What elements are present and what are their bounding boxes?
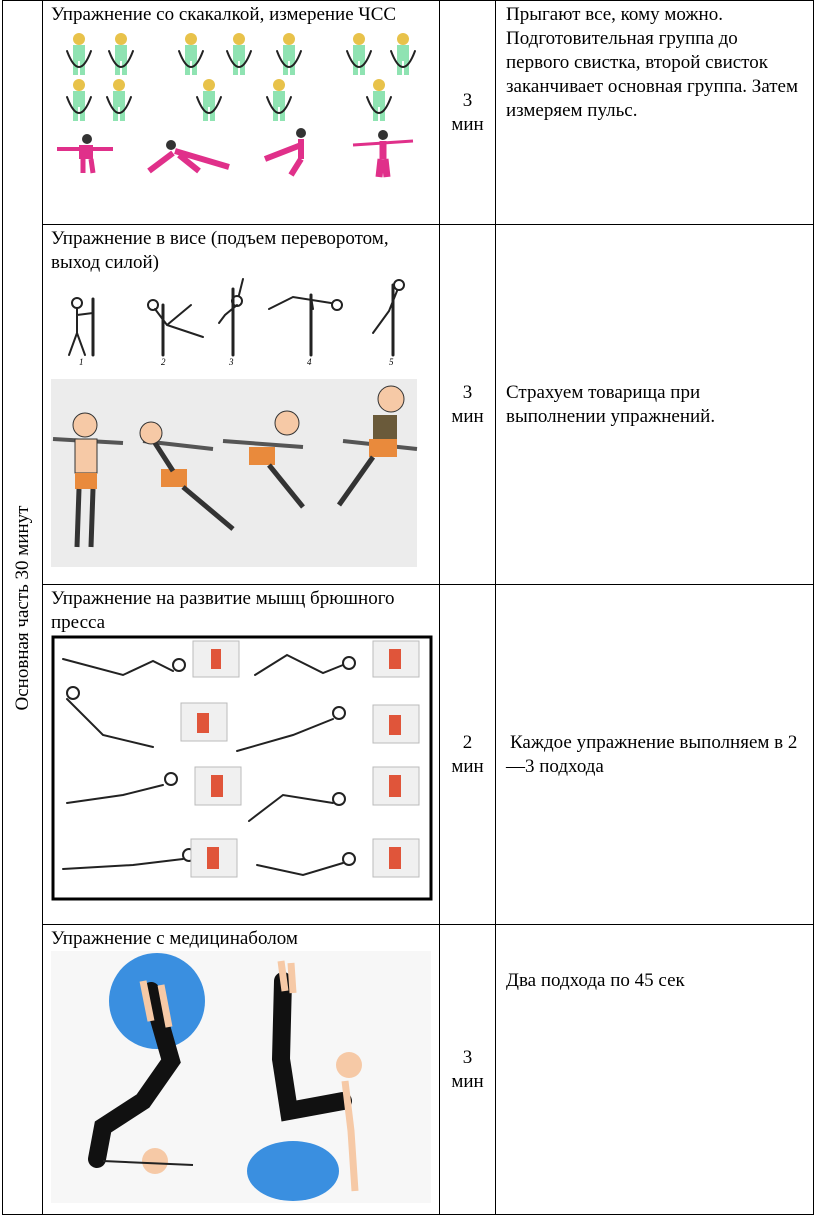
diagram-number: 1 xyxy=(79,357,84,367)
note-text: Два подхода по 45 сек xyxy=(506,970,685,991)
note-cell xyxy=(496,1,814,225)
time-value: 2 xyxy=(462,731,473,753)
exercise-cell xyxy=(43,925,440,1215)
time-unit: мин xyxy=(451,1070,484,1092)
exercise-cell xyxy=(43,1,440,225)
note-cell xyxy=(496,585,814,925)
exercise-title: Упражнение на развитие мышц брюшного пресса xyxy=(51,588,395,633)
time-value: 3 xyxy=(462,89,473,111)
time-cell xyxy=(440,585,496,925)
side-cell xyxy=(3,1,43,1215)
note-cell xyxy=(496,225,814,585)
jump-rope-illustration xyxy=(43,27,439,179)
diagram-number: 2 xyxy=(161,357,166,367)
time-cell xyxy=(440,225,496,585)
exercise-title: Упражнение в висе (подъем переворотом, выход силой) xyxy=(51,228,389,273)
table-row xyxy=(3,585,814,925)
abs-exercise-illustration xyxy=(43,635,439,903)
pull-up-illustration xyxy=(43,379,439,569)
diagram-number: 4 xyxy=(307,357,312,367)
fitball-illustration xyxy=(43,951,439,1205)
note-text: Каждое упражнение выполняем в 2—3 подхода xyxy=(506,731,798,777)
time-unit: мин xyxy=(451,113,484,135)
bar-hang-diagram xyxy=(43,275,439,367)
lesson-table xyxy=(2,0,814,1215)
time-value: 3 xyxy=(462,381,473,403)
time-cell xyxy=(440,925,496,1215)
time-cell xyxy=(440,1,496,225)
note-cell xyxy=(496,925,814,1215)
exercise-cell xyxy=(43,585,440,925)
time-value: 3 xyxy=(462,1046,473,1068)
table-row xyxy=(3,925,814,1215)
exercise-cell xyxy=(43,225,440,585)
table-row xyxy=(3,1,814,225)
note-text: Прыгают все, кому можно. Подготовительная группа до первого свистка, второй свисток заканчивает основная группа. Затем измеряем пульс. xyxy=(506,4,799,121)
section-label: Основная часть 30 минут xyxy=(11,505,33,710)
diagram-number: 5 xyxy=(389,357,394,367)
table-row xyxy=(3,225,814,585)
exercise-title: Упражнение со скакалкой, измерение ЧСС xyxy=(51,4,397,25)
time-unit: мин xyxy=(451,405,484,427)
time-unit: мин xyxy=(451,755,484,777)
note-text: Страхуем товарища при выполнении упражнений. xyxy=(506,381,716,427)
diagram-number: 3 xyxy=(229,357,234,367)
exercise-title: Упражнение с медицинаболом xyxy=(51,928,298,949)
